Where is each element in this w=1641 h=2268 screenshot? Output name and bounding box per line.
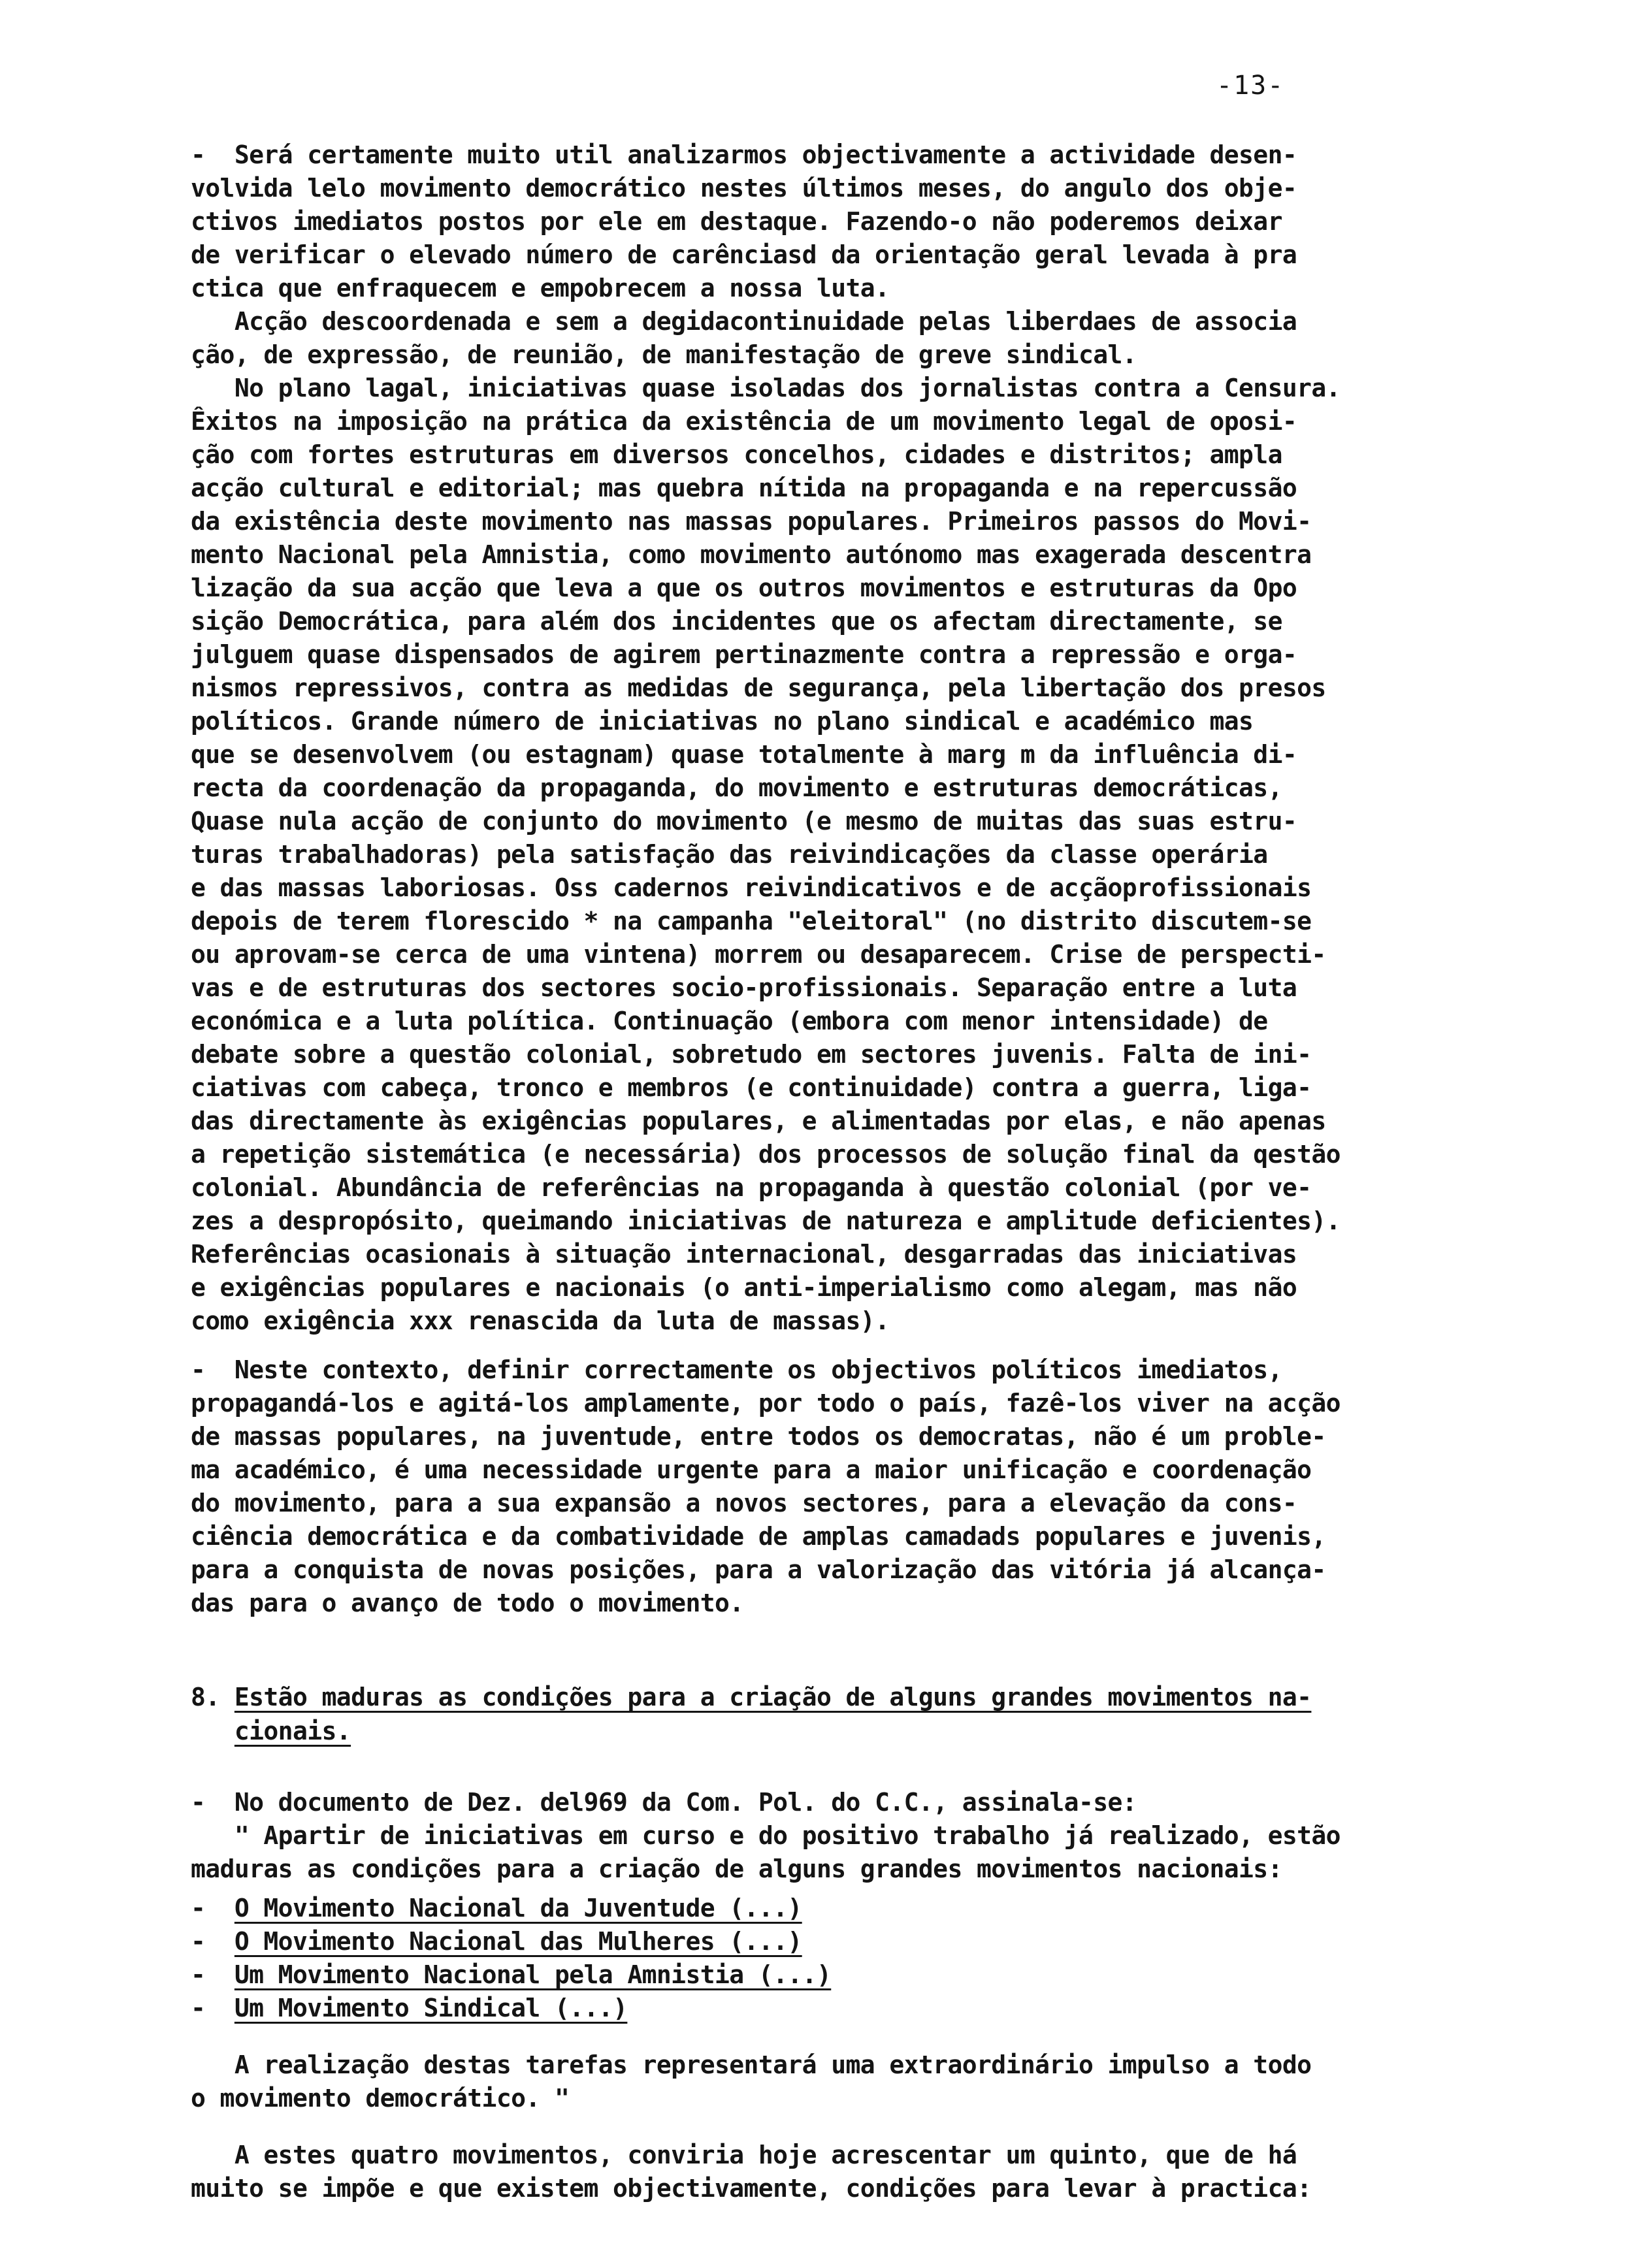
text-line: nismos repressivos, contra as medidas de segurança, pela libertação dos presos [191, 673, 1326, 702]
text-line: " Apartir de iniciativas em curso e do positivo trabalho já realizado, estão [191, 1821, 1340, 1850]
text-line: No plano lagal, iniciativas quase isoladas dos jornalistas contra a Censura. [191, 374, 1340, 402]
section-heading [191, 1680, 1602, 1748]
paragraph-immediate-objectives [191, 1353, 1602, 1620]
text-line: zes a despropósito, queimando iniciativas de natureza e amplitude deficientes). [191, 1207, 1340, 1235]
text-line: ciativas com cabeça, tronco e membros (e continuidade) contra a guerra, liga- [191, 1073, 1312, 1102]
movement-women: O Movimento Nacional das Mulheres (...) [234, 1927, 802, 1956]
text-line: o movimento democrático. " [191, 2084, 570, 2113]
text-line: propagandá-los e agitá-los amplamente, por todo o país, fazê-los viver na acção [191, 1389, 1340, 1418]
paragraph-fifth-movement [191, 2139, 1602, 2205]
text-line: vas e de estruturas dos sectores socio-profissionais. Separação entre a luta [191, 973, 1297, 1002]
section-number: 8. [191, 1683, 220, 1711]
text-line: mento Nacional pela Amnistia, como movimento autónomo mas exagerada descentra [191, 540, 1312, 569]
text-line: recta da coordenação da propaganda, do movimento e estruturas democráticas, [191, 773, 1282, 802]
heading-title-line-2: cionais. [234, 1717, 351, 1745]
text-line: volvida lelo movimento democrático nestes últimos meses, do angulo dos obje- [191, 174, 1297, 202]
paragraph-activity-analysis [191, 138, 1602, 1338]
text-line: ou aprovam-se cerca de uma vintena) morrem ou desaparecem. Crise de perspecti- [191, 940, 1326, 969]
text-line: Referências ocasionais à situação internacional, desgarradas das iniciativas [191, 1240, 1297, 1269]
text-line: Acção descoordenada e sem a degidacontinuidade pelas liberdaes de associa [191, 307, 1297, 336]
list-item: - Um Movimento Nacional pela Amnistia (...) [191, 1960, 832, 1989]
text-line: ciência democrática e da combatividade de amplas camadads populares e juvenis, [191, 1522, 1326, 1551]
text-line: económica e a luta política. Continuação (embora com menor intensidade) de [191, 1007, 1268, 1035]
text-line: de massas populares, na juventude, entre todos os democratas, não é um proble- [191, 1422, 1326, 1451]
text-line: ctica que enfraquecem e empobrecem a nossa luta. [191, 274, 890, 302]
movement-youth: O Movimento Nacional da Juventude (...) [234, 1894, 802, 1922]
text-line: depois de terem florescido * na campanha "eleitoral" (no distrito discutem-se [191, 907, 1312, 935]
text-line: Quase nula acção de conjunto do movimento (e mesmo de muitas das suas estru- [191, 807, 1297, 835]
text-line: turas trabalhadoras) pela satisfação das reivindicações da classe operária [191, 840, 1268, 869]
text-line: das para o avanço de todo o movimento. [191, 1589, 744, 1617]
text-line: - No documento de Dez. del969 da Com. Pol. do C.C., assinala-se: [191, 1788, 1137, 1817]
text-line: colonial. Abundância de referências na propaganda à questão colonial (por ve- [191, 1173, 1312, 1202]
movement-union: Um Movimento Sindical (...) [234, 1994, 628, 2022]
text-line: da existência deste movimento nas massas populares. Primeiros passos do Movi- [191, 507, 1312, 536]
movements-list [191, 1892, 1602, 2025]
paragraph-quote-end [191, 2049, 1602, 2115]
text-line: e das massas laboriosas. Oss cadernos reivindicativos e de acçãoprofissionais [191, 873, 1312, 902]
text-line: das directamente às exigências populares, e alimentadas por elas, e não apenas [191, 1107, 1326, 1135]
text-line: ção, de expressão, de reunião, de manifestação de greve sindical. [191, 340, 1137, 369]
text-line: - Será certamente muito util analizarmos objectivamente a actividade desen- [191, 140, 1297, 169]
text-line: e exigências populares e nacionais (o anti-imperialismo como alegam, mas não [191, 1273, 1297, 1302]
text-line: julguem quase dispensados de agirem pertinazmente contra a repressão e orga- [191, 640, 1297, 669]
heading-line-2 [191, 1714, 1602, 1748]
text-line: ctivos imediatos postos por ele em destaque. Fazendo-o não poderemos deixar [191, 207, 1282, 236]
list-item: - Um Movimento Sindical (...) [191, 1994, 628, 2022]
text-line: como exigência xxx renascida da luta de massas). [191, 1306, 890, 1335]
text-line: muito se impõe e que existem objectivamente, condições para levar à practica: [191, 2174, 1312, 2203]
text-line: - Neste contexto, definir correctamente os objectivos políticos imediatos, [191, 1355, 1282, 1384]
text-line: A realização destas tarefas representará uma extraordinário impulso a todo [191, 2050, 1312, 2079]
text-line: A estes quatro movimentos, conviria hoje acrescentar um quinto, que de há [191, 2141, 1297, 2169]
text-line: lização da sua acção que leva a que os outros movimentos e estruturas da Opo [191, 574, 1297, 602]
list-item: - O Movimento Nacional das Mulheres (...) [191, 1927, 802, 1956]
text-line: do movimento, para a sua expansão a novos sectores, para a elevação da cons- [191, 1489, 1297, 1517]
paragraph-document-quote [191, 1786, 1602, 1886]
text-line: para a conquista de novas posições, para a valorização das vitória já alcança- [191, 1555, 1326, 1584]
text-line: que se desenvolvem (ou estagnam) quase totalmente à marg m da influência di- [191, 740, 1297, 769]
movement-amnesty: Um Movimento Nacional pela Amnistia (...) [234, 1960, 832, 1989]
text-line: acção cultural e editorial; mas quebra nítida na propaganda e na repercussão [191, 474, 1297, 502]
text-line: ção com fortes estruturas em diversos concelhos, cidades e distritos; ampla [191, 440, 1282, 469]
text-line: debate sobre a questão colonial, sobretudo em sectores juvenis. Falta de ini- [191, 1040, 1312, 1069]
text-line: de verificar o elevado número de carênciasd da orientação geral levada à pra [191, 240, 1297, 269]
list-item: - O Movimento Nacional da Juventude (...) [191, 1894, 802, 1922]
text-line: ma académico, é uma necessidade urgente para a maior unificação e coordenação [191, 1455, 1312, 1484]
heading-line-1 [191, 1680, 1602, 1714]
text-line: sição Democrática, para além dos incidentes que os afectam directamente, se [191, 607, 1282, 636]
text-line: políticos. Grande número de iniciativas no plano sindical e académico mas [191, 707, 1254, 736]
text-line: Êxitos na imposição na prática da existência de um movimento legal de oposi- [191, 407, 1297, 436]
text-line: a repetição sistemática (e necessária) dos processos de solução final da qestão [191, 1140, 1340, 1169]
text-line: maduras as condições para a criação de alguns grandes movimentos nacionais: [191, 1855, 1282, 1883]
page-number: -13- [1216, 71, 1285, 101]
heading-title-line-1: Estão maduras as condições para a criação de alguns grandes movimentos na- [234, 1683, 1312, 1711]
